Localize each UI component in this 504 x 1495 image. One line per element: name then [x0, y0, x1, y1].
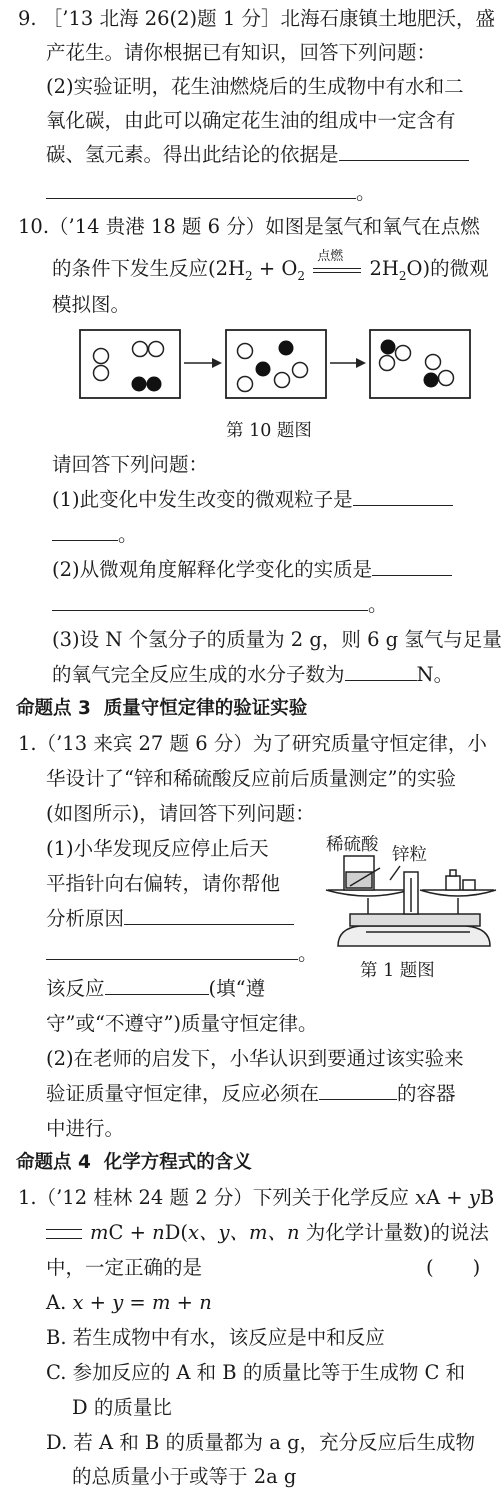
q1b-line1	[18, 1185, 494, 1211]
q9-line3: (2)实验证明，花生油燃烧后的生成物中有水和二	[46, 75, 464, 98]
q10-p1-text: (1)此变化中发生改变的微观粒子是	[52, 488, 353, 511]
q1b-line3: 中，一定正确的是	[46, 1256, 203, 1279]
q1a-p1e	[46, 976, 265, 1002]
q9-line2: 产花生。请你根据已有知识，回答下列问题：	[46, 41, 437, 64]
q1b-math: m	[90, 1221, 109, 1244]
q1a-line1: 1.（’13 来宾 27 题 6 分）为了研究质量守恒定律，小	[18, 732, 487, 755]
q10-prompt: 请回答下列问题：	[52, 453, 209, 476]
q1a-p2b-post: 的容器	[397, 1082, 456, 1105]
q1a-p1c-text: 分析原因	[46, 907, 125, 930]
section-number: 命题点 3	[16, 698, 91, 719]
answer-paren[interactable]: ( )	[426, 1256, 481, 1279]
q1b-line2	[46, 1220, 489, 1246]
q10-p3b-text: 的氧气完全反应生成的水分子数为	[52, 663, 345, 686]
q10-line1: 10.（’14 贵港 18 题 6 分）如图是氢气和氧气在点燃	[18, 215, 480, 238]
label-dilute-acid: 稀硫酸	[326, 835, 379, 855]
weight	[446, 876, 460, 890]
q1b-math: n	[152, 1221, 165, 1244]
q1b-text: C +	[108, 1221, 153, 1244]
q9-end: 。	[356, 181, 376, 204]
section-title: 化学方程式的含义	[103, 1152, 252, 1173]
q9-line1: 9. ［’13 北海 26(2)题 1 分］北海石康镇土地肥沃，盛	[18, 7, 495, 30]
figure-caption: 第 1 题图	[360, 961, 435, 981]
q1a-p1d-end: 。	[298, 942, 318, 965]
equals-sign	[46, 1229, 82, 1239]
q1a-line2: 华设计了“锌和稀硫酸反应前后质量测定”的实验	[46, 767, 456, 790]
q10-p1-end: 。	[118, 523, 138, 546]
q1b-text: A +	[426, 1186, 469, 1209]
q1a-p2a: (2)在老师的启发下，小华认识到要通过该实验来	[46, 1047, 464, 1070]
q9-line5-text: 碳、氢元素。得出此结论的依据是	[46, 143, 339, 166]
answer-blank[interactable]	[105, 976, 209, 995]
answer-blank[interactable]	[319, 1081, 397, 1100]
label-zinc: 锌粒	[392, 845, 427, 865]
q10-p2-text: (2)从微观角度解释化学变化的实质是	[52, 558, 373, 581]
q10-p2-end: 。	[368, 593, 388, 616]
q1a-p1e-pre: 该反应	[46, 977, 105, 1000]
eq-text: 的条件下发生反应(2H	[52, 257, 246, 280]
figure-caption: 第 10 题图	[226, 421, 312, 441]
q10-p3a: (3)设 N 个氢分子的质量为 2 g，则 6 g 氢气与足量	[52, 628, 502, 651]
q1a-p2b-pre: 验证质量守恒定律，反应必须在	[46, 1082, 320, 1105]
q1b-math: x、y、m、n	[187, 1221, 300, 1244]
option-d-cont: 的总质量小于或等于 2a g	[72, 1465, 297, 1488]
eq-text: + O	[252, 257, 298, 280]
eq-text: 2H	[363, 257, 399, 280]
option-b[interactable]: B. 若生成物中有水，该反应是中和反应	[46, 1326, 385, 1349]
option-d[interactable]: D. 若 A 和 B 的质量都为 a g，充分反应后生成物	[46, 1431, 476, 1454]
section-title: 质量守恒定律的验证实验	[103, 698, 308, 719]
q10-line3: 模拟图。	[52, 293, 131, 316]
q1a-p1e-post: (填“遵	[208, 977, 266, 1000]
option-c[interactable]: C. 参加反应的 A 和 B 的质量比等于生成物 C 和	[46, 1361, 466, 1384]
balance-base	[338, 926, 490, 946]
option-c-cont: D 的质量比	[72, 1396, 172, 1419]
q1b-text: B	[479, 1186, 495, 1209]
section-number: 命题点 4	[16, 1152, 91, 1173]
q1b-text: D(	[164, 1221, 188, 1244]
eq-sub: 2	[245, 268, 253, 283]
q1b-math: y	[468, 1186, 480, 1209]
option-label: A.	[46, 1291, 67, 1314]
option-a[interactable]	[46, 1290, 212, 1316]
q1b-text: 1.（’12 桂林 24 题 2 分）下列关于化学反应	[18, 1186, 416, 1209]
option-a-text: x + y = m + n	[72, 1291, 212, 1314]
eq-sub: 2	[398, 268, 407, 283]
eq-text: O)的微观	[406, 257, 489, 280]
q9-line4: 氧化碳，由此可以确定花生油的组成中一定含有	[46, 109, 456, 132]
q1a-p1b: 平指针向右偏转，请你帮他	[46, 872, 281, 895]
reaction-condition: 点燃	[317, 248, 344, 264]
q1a-line3: (如图所示)，请回答下列问题：	[46, 802, 315, 825]
q1b-math: x	[415, 1186, 427, 1209]
q1a-p2b	[46, 1081, 456, 1107]
q1a-p1f: 守”或“不遵守”)质量守恒定律。	[46, 1012, 318, 1035]
q1a-p1a: (1)小华发现反应停止后天	[46, 837, 269, 860]
section-heading	[16, 1150, 252, 1176]
q1b-text: 为化学计量数)的说法	[299, 1221, 489, 1244]
q10-p3b-end: N。	[416, 663, 454, 686]
weight	[463, 880, 475, 890]
eq-sub: 2	[297, 268, 306, 283]
q1a-p2c: 中进行。	[46, 1117, 125, 1140]
